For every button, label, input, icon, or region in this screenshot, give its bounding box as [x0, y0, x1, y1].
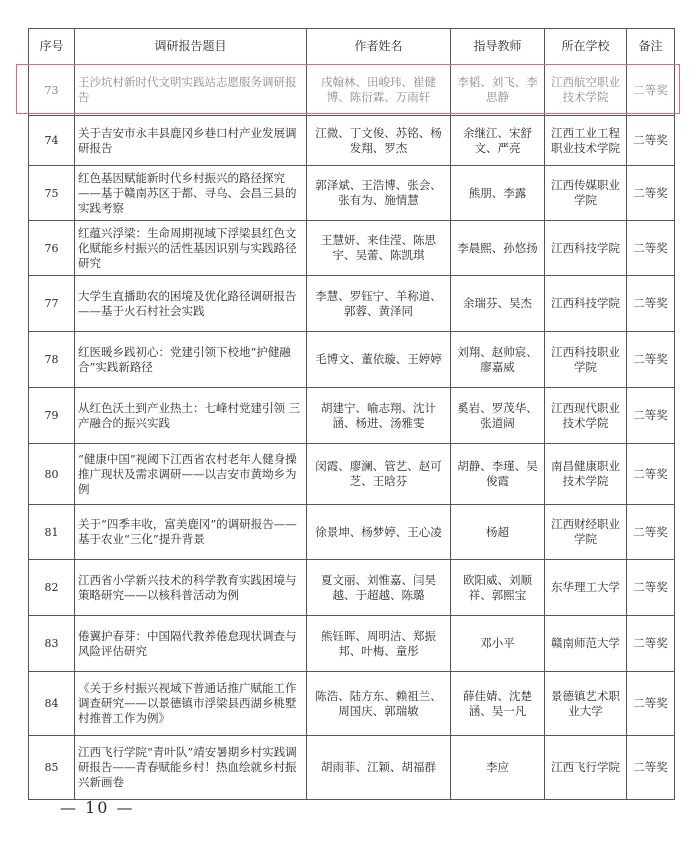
row-note: 二等奖	[627, 65, 675, 116]
row-teachers: 薛佳婧、沈楚涵、吴一凡	[451, 672, 545, 736]
row-teachers: 李晨熙、孙悠扬	[451, 221, 545, 276]
row-note: 二等奖	[627, 388, 675, 444]
row-index: 76	[29, 221, 75, 276]
row-authors: 戌翰林、田峻玮、崔健博、陈衍霖、万雨轩	[307, 65, 451, 116]
table-row	[29, 388, 675, 444]
row-note: 二等奖	[627, 332, 675, 388]
table-row	[29, 332, 675, 388]
row-school: 东华理工大学	[545, 560, 627, 616]
row-note: 二等奖	[627, 616, 675, 672]
row-index: 78	[29, 332, 75, 388]
row-authors: 郭泽斌、王浩博、张会、张有为、施情慧	[307, 166, 451, 221]
row-title: 《关于乡村振兴视域下普通话推广赋能工作调查研究——以景德镇市浮梁县西湖乡桃墅村推普工作为例》	[75, 672, 307, 736]
row-authors: 胡建宁、喻志翔、沈计涵、杨进、汤雅雯	[307, 388, 451, 444]
row-school: 景德镇艺术职业大学	[545, 672, 627, 736]
row-title: 王沙坑村新时代文明实践站志愿服务调研报告	[75, 65, 307, 116]
table-header-row	[29, 29, 675, 65]
row-authors: 徐景坤、杨梦婷、王心凌	[307, 505, 451, 560]
row-index: 77	[29, 276, 75, 332]
header-school: 所在学校	[545, 29, 627, 65]
row-title: 关于吉安市永丰县鹿冈乡巷口村产业发展调研报告	[75, 116, 307, 166]
header-index: 序号	[29, 29, 75, 65]
row-teachers: 熊朋、李露	[451, 166, 545, 221]
row-teachers: 胡静、李瑾、吴俊霞	[451, 444, 545, 505]
row-index: 85	[29, 736, 75, 800]
row-index: 82	[29, 560, 75, 616]
row-title: 倦翼护春芽：中国隔代教养倦怠现状调查与风险评估研究	[75, 616, 307, 672]
table-row	[29, 505, 675, 560]
row-teachers: 刘翔、赵帅宸、廖嘉威	[451, 332, 545, 388]
table-row	[29, 65, 675, 116]
row-teachers: 李韬、刘飞、李思静	[451, 65, 545, 116]
header-title: 调研报告题目	[75, 29, 307, 65]
row-authors: 夏文丽、刘惟嘉、闫昊越、于超越、陈璐	[307, 560, 451, 616]
table-row	[29, 672, 675, 736]
row-teachers: 奚岩、罗茂华、张道阔	[451, 388, 545, 444]
row-title: 江西飞行学院“青叶队”靖安暑期乡村实践调研报告——青春赋能乡村！热血绘就乡村振兴新画卷	[75, 736, 307, 800]
row-teachers: 余瑞芬、吴杰	[451, 276, 545, 332]
row-school: 江西传媒职业学院	[545, 166, 627, 221]
row-index: 81	[29, 505, 75, 560]
row-title: “健康中国”视阈下江西省农村老年人健身操推广现状及需求调研——以吉安市黄坳乡为例	[75, 444, 307, 505]
row-school: 江西航空职业技术学院	[545, 65, 627, 116]
row-teachers: 李应	[451, 736, 545, 800]
row-title: 红色基因赋能新时代乡村振兴的路径探究——基于赣南苏区于都、寻乌、会昌三县的实践考察	[75, 166, 307, 221]
table-row	[29, 560, 675, 616]
row-authors: 胡雨菲、江颖、胡福群	[307, 736, 451, 800]
table-row	[29, 736, 675, 800]
row-index: 75	[29, 166, 75, 221]
row-note: 二等奖	[627, 444, 675, 505]
table-row	[29, 166, 675, 221]
row-index: 83	[29, 616, 75, 672]
page-number: — 10 —	[60, 798, 135, 817]
row-authors: 陈浩、陆方东、赖祖兰、周国庆、郭瑞敏	[307, 672, 451, 736]
row-title: 红蕴兴浮梁：生命周期视域下浮梁县红色文化赋能乡村振兴的活性基因识别与实践路径研究	[75, 221, 307, 276]
row-school: 南昌健康职业技术学院	[545, 444, 627, 505]
row-school: 江西现代职业技术学院	[545, 388, 627, 444]
header-note: 备注	[627, 29, 675, 65]
row-index: 79	[29, 388, 75, 444]
row-title: 红医暖乡践初心：党建引领下校地“护健融合”实践新路径	[75, 332, 307, 388]
table-row	[29, 276, 675, 332]
table-row	[29, 444, 675, 505]
row-authors: 熊钰晖、周明洁、郑振邦、叶梅、童彤	[307, 616, 451, 672]
row-note: 二等奖	[627, 736, 675, 800]
row-teachers: 杨超	[451, 505, 545, 560]
row-school: 江西科技职业学院	[545, 332, 627, 388]
row-note: 二等奖	[627, 116, 675, 166]
table-row	[29, 616, 675, 672]
row-title: 关于“四季丰收，富美鹿冈”的调研报告——基于农业“三化”提升背景	[75, 505, 307, 560]
row-school: 江西科技学院	[545, 221, 627, 276]
row-teachers: 欧阳威、刘顺祥、郭熙宝	[451, 560, 545, 616]
row-teachers: 邓小平	[451, 616, 545, 672]
row-school: 江西财经职业学院	[545, 505, 627, 560]
row-index: 80	[29, 444, 75, 505]
row-authors: 毛博文、董依璇、王婷婷	[307, 332, 451, 388]
row-note: 二等奖	[627, 672, 675, 736]
award-table	[28, 28, 675, 800]
row-index: 84	[29, 672, 75, 736]
row-title: 从红色沃土到产业热土：七峰村党建引领 三产融合的振兴实践	[75, 388, 307, 444]
header-teachers: 指导教师	[451, 29, 545, 65]
row-note: 二等奖	[627, 221, 675, 276]
row-school: 江西飞行学院	[545, 736, 627, 800]
table-row	[29, 221, 675, 276]
row-note: 二等奖	[627, 166, 675, 221]
header-authors: 作者姓名	[307, 29, 451, 65]
row-note: 二等奖	[627, 276, 675, 332]
row-title: 大学生直播助农的困境及优化路径调研报告——基于火石村社会实践	[75, 276, 307, 332]
row-authors: 闵霞、廖澜、管艺、赵可芝、王晗芬	[307, 444, 451, 505]
row-teachers: 余继江、宋舒文、严亮	[451, 116, 545, 166]
table-row	[29, 116, 675, 166]
row-note: 二等奖	[627, 560, 675, 616]
row-authors: 王慧妍、来佳滢、陈思宇、吴蕾、陈凯琪	[307, 221, 451, 276]
row-school: 江西工业工程职业技术学院	[545, 116, 627, 166]
row-index: 74	[29, 116, 75, 166]
row-note: 二等奖	[627, 505, 675, 560]
row-school: 赣南师范大学	[545, 616, 627, 672]
row-school: 江西科技学院	[545, 276, 627, 332]
row-authors: 江微、丁文俊、苏铭、杨发翔、罗杰	[307, 116, 451, 166]
row-index: 73	[29, 65, 75, 116]
row-title: 江西省小学新兴技术的科学教育实践困境与策略研究——以核科普活动为例	[75, 560, 307, 616]
row-authors: 李慧、罗钰宁、羊称道、郭蓉、黄泽同	[307, 276, 451, 332]
award-table-wrapper	[28, 28, 674, 800]
